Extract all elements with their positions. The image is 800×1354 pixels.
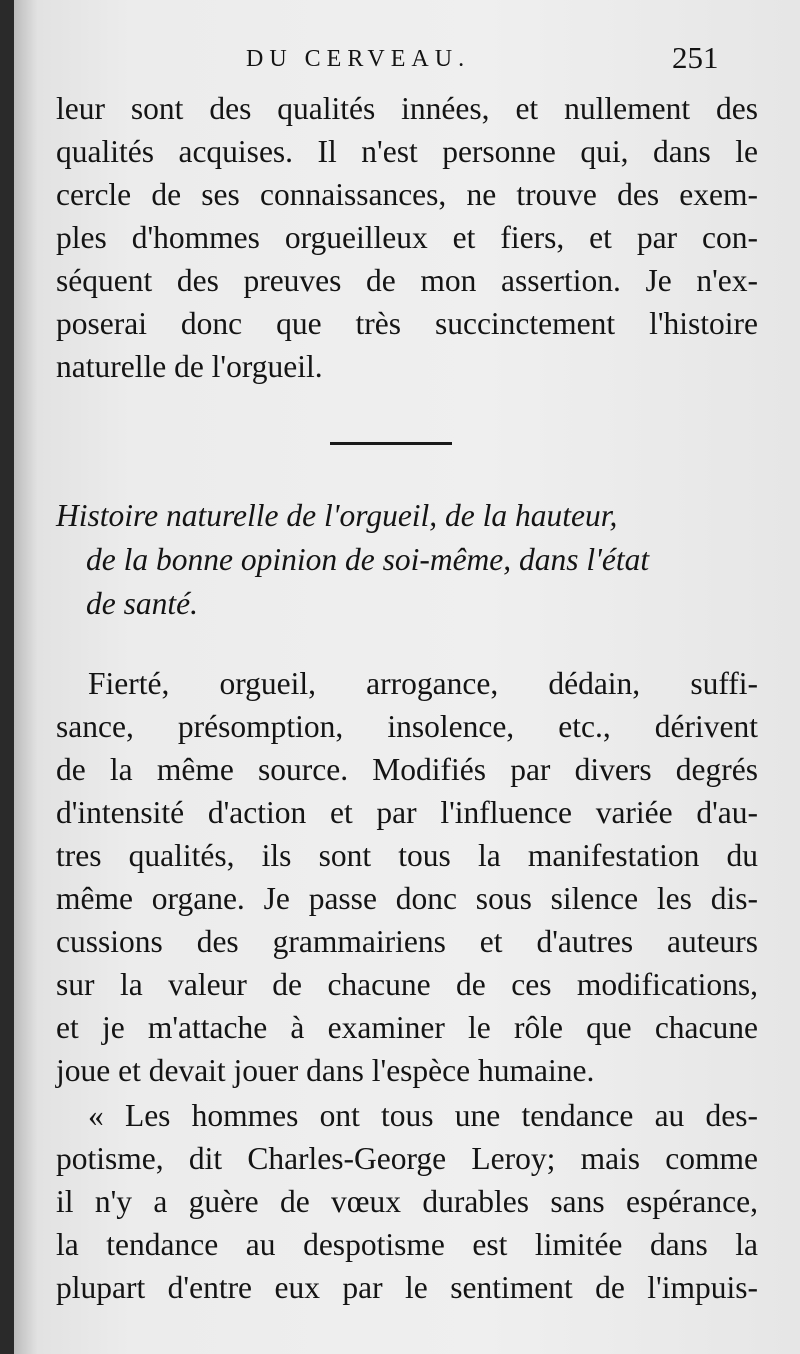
book-page	[14, 0, 800, 1354]
section-title-line: Histoire naturelle de l'orgueil, de la hauteur,	[56, 498, 618, 533]
text-line: même organe. Je passe donc sous silence les dis-	[56, 881, 758, 916]
page-header	[14, 40, 800, 80]
text-line: cussions des grammairiens et d'autres auteurs	[56, 924, 758, 959]
text-line: sur la valeur de chacune de ces modifications,	[56, 967, 758, 1002]
text-line: sance, présomption, insolence, etc., dérivent	[56, 709, 758, 744]
text-line: plupart d'entre eux par le sentiment de l'impuis-	[56, 1270, 758, 1305]
text-line: joue et devait jouer dans l'espèce humaine.	[56, 1053, 595, 1088]
text-line: leur sont des qualités innées, et nullement des	[56, 91, 758, 126]
text-line: de la même source. Modifiés par divers degrés	[56, 752, 758, 787]
paragraph-2	[56, 662, 758, 1092]
text-line: qualités acquises. Il n'est personne qui, dans le	[56, 134, 758, 169]
section-title-line: de la bonne opinion de soi-même, dans l'état	[86, 542, 650, 577]
section-divider	[330, 442, 452, 445]
text-line: tres qualités, ils sont tous la manifestation du	[56, 838, 758, 873]
text-line: il n'y a guère de vœux durables sans espérance,	[56, 1184, 758, 1219]
running-title: DU CERVEAU.	[246, 46, 471, 72]
text-line: la tendance au despotisme est limitée dans la	[56, 1227, 758, 1262]
paragraph-1	[56, 87, 758, 388]
text-line: séquent des preuves de mon assertion. Je n'ex-	[56, 263, 758, 298]
text-line: ples d'hommes orgueilleux et fiers, et par con-	[56, 220, 758, 255]
text-line: « Les hommes ont tous une tendance au des-	[88, 1098, 758, 1133]
paragraph-3	[56, 1094, 758, 1309]
text-line: potisme, dit Charles-George Leroy; mais comme	[56, 1141, 758, 1176]
text-line: et je m'attache à examiner le rôle que chacune	[56, 1010, 758, 1045]
text-line: Fierté, orgueil, arrogance, dédain, suffi-	[88, 666, 758, 701]
page-number: 251	[672, 40, 719, 75]
text-line: cercle de ses connaissances, ne trouve des exem-	[56, 177, 758, 212]
text-line: d'intensité d'action et par l'influence variée d'au-	[56, 795, 758, 830]
section-title-line: de santé.	[86, 586, 198, 621]
text-line: poserai donc que très succinctement l'histoire	[56, 306, 758, 341]
text-line: naturelle de l'orgueil.	[56, 349, 323, 384]
section-title	[56, 494, 766, 626]
